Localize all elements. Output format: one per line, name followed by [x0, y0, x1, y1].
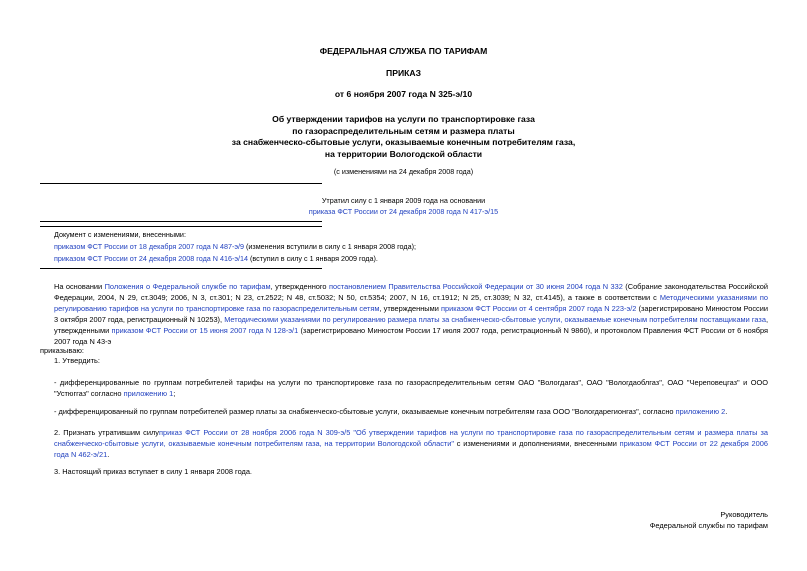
text: (зарегистрировано Минюстом России 3 октября 2007 года, регистрационный N 10253), — [54, 304, 769, 324]
expired-text: Утратил силу с 1 января 2009 года на основании — [321, 196, 486, 205]
doc-date-number: от 6 ноября 2007 года N 325-э/10 — [334, 89, 473, 99]
text: . — [725, 407, 728, 416]
divider — [40, 183, 322, 184]
text: - дифференцированный по группам потребителей размер платы за снабженческо-сбытовые услуги, оказываемые конечным потребителям газа ООО "Вологдарегионгаз", согласно — [54, 407, 676, 416]
item-1: 1. Утвердить: — [54, 356, 100, 365]
text: (зарегистрировано Минюстом России 17 июля 2007 года, регистрационный N 9860), и протоколом Правления ФСТ России от 6 ноября 2007 года N 43-э — [54, 326, 768, 346]
text: 2. Признать утратившим силу — [54, 428, 159, 437]
order-word: приказываю: — [40, 346, 84, 355]
appendix-1-link[interactable]: приложению 1 — [123, 389, 174, 398]
title-line: на территории Вологодской области — [324, 148, 483, 159]
changes-intro: Документ с изменениями, внесенными: — [54, 230, 186, 239]
fst-order-link[interactable]: приказом ФСТ России от 4 сентября 2007 года N 223-э/2 — [440, 304, 637, 313]
methodical-guidelines-link[interactable]: Методическими указаниями по регулированию тарифов на услуги по транспортировке газа по газораспределительным сетям — [54, 293, 768, 313]
methodical-guidelines-link[interactable]: Методическими указаниями по регулированию размера платы за снабженческо-сбытовые услуги, оказываемые конечным потребителям поставщиками газа — [224, 315, 766, 324]
change-item — [54, 253, 378, 264]
signature-position: Руководитель — [720, 510, 768, 519]
change-item — [54, 241, 416, 252]
change-link[interactable]: приказом ФСТ России от 24 декабря 2008 года N 416-э/14 — [54, 254, 249, 263]
item-1a — [40, 377, 768, 399]
doc-title — [0, 114, 807, 160]
text: с изменениями и дополнениями, внесенными — [454, 439, 620, 448]
title-line: по газораспределительным сетям и размера платы — [292, 125, 515, 136]
repealed-order-link[interactable]: приказ ФСТ России от 28 ноября 2006 года N 309-э/5 "Об утверждении тарифов на услуги по транспортировке газа по газораспределительным сетям и размера платы за снабженческо-сбытовые услуги, оказываемые конечным потребителям газа, на территории Вологодской области" — [54, 428, 768, 448]
divider — [40, 268, 322, 269]
title-line: Об утверждении тарифов на услуги по транспортировке газа — [272, 114, 535, 124]
divider — [40, 226, 322, 227]
amendment-note: (с изменениями на 24 декабря 2008 года) — [333, 167, 474, 176]
fst-order-link[interactable]: приказом ФСТ России от 15 июня 2007 года N 128-э/1 — [111, 326, 299, 335]
preamble-paragraph — [40, 281, 768, 347]
expired-basis-link[interactable]: приказа ФСТ России от 24 декабря 2008 года N 417-э/15 — [308, 207, 499, 216]
change-suffix: (вступил в силу с 1 января 2009 года). — [248, 254, 378, 263]
text: ; — [173, 389, 176, 398]
appendix-2-link[interactable]: приложению 2 — [675, 407, 726, 416]
text: (Собрание законодательства Российской Федерации, 2004, N 29, ст.3049; 2006, N 3, ст.301; N 23, ст.2522; N 48, ст.5032; N 50, ст.5354; 2007, N 16, ст.1912; N 25, ст.3039; N 32, ст.4145), а также в соответствии с — [54, 282, 769, 302]
text: На основании — [54, 282, 105, 291]
text: , утвержденного — [270, 282, 329, 291]
government-decree-link[interactable]: постановлением Правительства Российской Федерации от 30 июня 2004 года N 332 — [328, 282, 623, 291]
amending-order-link[interactable]: приказом ФСТ России от 22 декабря 2006 года N 462-э/21 — [54, 439, 768, 459]
text: , утвержденными — [54, 315, 768, 335]
title-line: за снабженческо-сбытовые услуги, оказываемые конечным потребителям газа, — [231, 137, 576, 147]
agency-name: ФЕДЕРАЛЬНАЯ СЛУЖБА ПО ТАРИФАМ — [319, 46, 488, 56]
text: - дифференцированные по группам потребителей тарифы на услуги по транспортировке газа по газораспределительным сетям ОАО "Вологдагаз", ОАО "Вологдаоблгаз", ОАО "Череповецгаз" и ООО "Устюггаз" согласно — [54, 378, 768, 398]
item-3: 3. Настоящий приказ вступает в силу 1 января 2008 года. — [54, 467, 252, 476]
divider — [40, 221, 322, 222]
item-2 — [40, 427, 768, 460]
text: . — [107, 450, 110, 459]
change-link[interactable]: приказом ФСТ России от 18 декабря 2007 года N 487-э/9 — [54, 242, 245, 251]
item-1b — [40, 406, 768, 417]
regulation-link[interactable]: Положения о Федеральной службе по тарифам — [104, 282, 271, 291]
text: , утвержденными — [379, 304, 441, 313]
change-suffix: (изменения вступили в силу с 1 января 2008 года); — [244, 242, 416, 251]
doc-type: ПРИКАЗ — [386, 68, 421, 78]
signature-org: Федеральной службы по тарифам — [649, 521, 768, 530]
